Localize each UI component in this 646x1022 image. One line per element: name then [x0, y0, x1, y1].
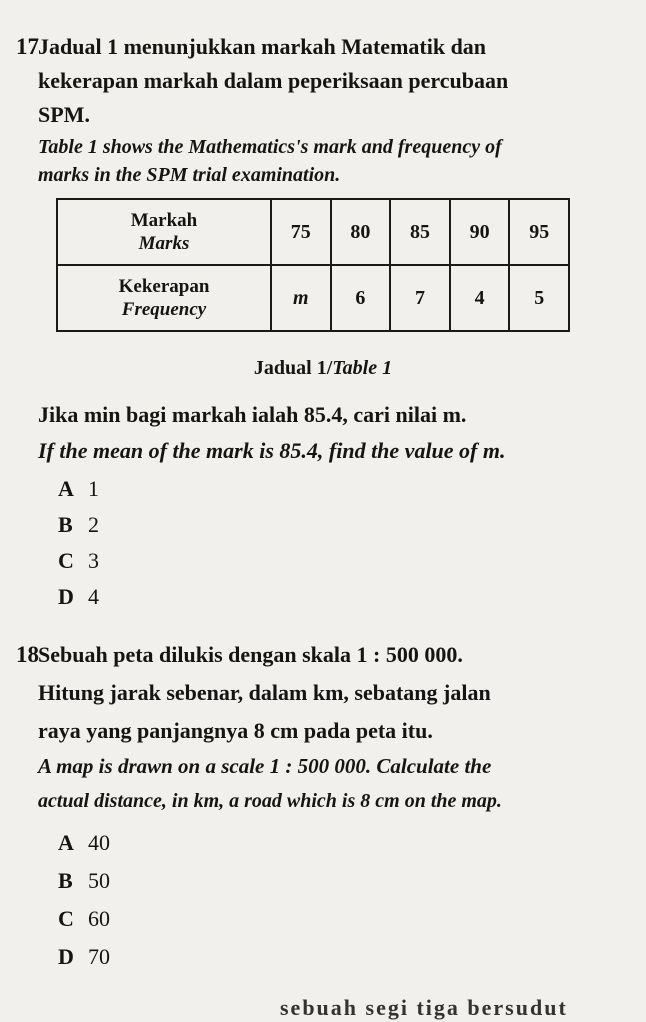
q18-english-line-2: actual distance, in km, a road which is 8 cm on the map. [38, 790, 502, 812]
q18-option-c: C 60 [58, 906, 110, 931]
q18-malay-line-1: Sebuah peta dilukis dengan skala 1 : 500 000. [38, 642, 463, 667]
row-label-frequency [57, 265, 271, 331]
marks-frequency-table [56, 198, 570, 332]
label-marks: Marks [138, 233, 190, 254]
question-18-number: 18 [16, 642, 39, 667]
caption-english: Table 1 [332, 357, 393, 379]
q18-english-line-1: A map is drawn on a scale 1 : 500 000. Calculate the [38, 754, 492, 778]
q17-option-b: B 2 [58, 512, 99, 537]
table-row-marks [57, 199, 569, 265]
q17-option-a: A 1 [58, 476, 99, 501]
q17-option-d: D 4 [58, 584, 99, 609]
trailing-cutoff-text: sebuah segi tiga bersudut [280, 995, 568, 1020]
label-kekerapan: Kekerapan [118, 276, 210, 297]
q17-malay-line-1: Jadual 1 menunjukkan markah Matematik dan [38, 34, 487, 59]
mark-cell: 75 [271, 199, 331, 265]
q17-option-c: C 3 [58, 548, 99, 573]
q18-malay-line-3: raya yang panjangnya 8 cm pada peta itu. [38, 718, 433, 743]
mark-cell: 95 [509, 199, 569, 265]
mark-cell: 85 [390, 199, 450, 265]
q17-malay-line-2: kekerapan markah dalam peperiksaan percubaan [38, 68, 509, 93]
frequency-cell: 6 [331, 265, 391, 331]
caption-malay: Jadual 1/ [253, 357, 333, 379]
label-frequency: Frequency [121, 299, 207, 320]
q17-question-malay: Jika min bagi markah ialah 85.4, cari nilai m. [38, 402, 467, 427]
mark-cell: 80 [331, 199, 391, 265]
q18-option-a: A 40 [58, 830, 110, 855]
q17-malay-line-3: SPM. [38, 102, 90, 127]
q17-english-line-2: marks in the SPM trial examination. [38, 164, 341, 186]
row-label-marks [57, 199, 271, 265]
frequency-cell: 4 [450, 265, 510, 331]
q17-question-english: If the mean of the mark is 85.4, find the value of m. [38, 438, 506, 463]
q18-option-d: D 70 [58, 944, 110, 969]
frequency-cell: 5 [509, 265, 569, 331]
table-caption [0, 357, 646, 380]
mark-cell: 90 [450, 199, 510, 265]
q17-english-line-1: Table 1 shows the Mathematics's mark and frequency of [38, 136, 502, 158]
label-markah: Markah [130, 210, 198, 231]
q18-option-b: B 50 [58, 868, 110, 893]
frequency-cell: m [271, 265, 331, 331]
q18-malay-line-2: Hitung jarak sebenar, dalam km, sebatang jalan [38, 680, 491, 705]
frequency-cell: 7 [390, 265, 450, 331]
question-17-number: 17 [16, 34, 39, 59]
table-row-frequency [57, 265, 569, 331]
